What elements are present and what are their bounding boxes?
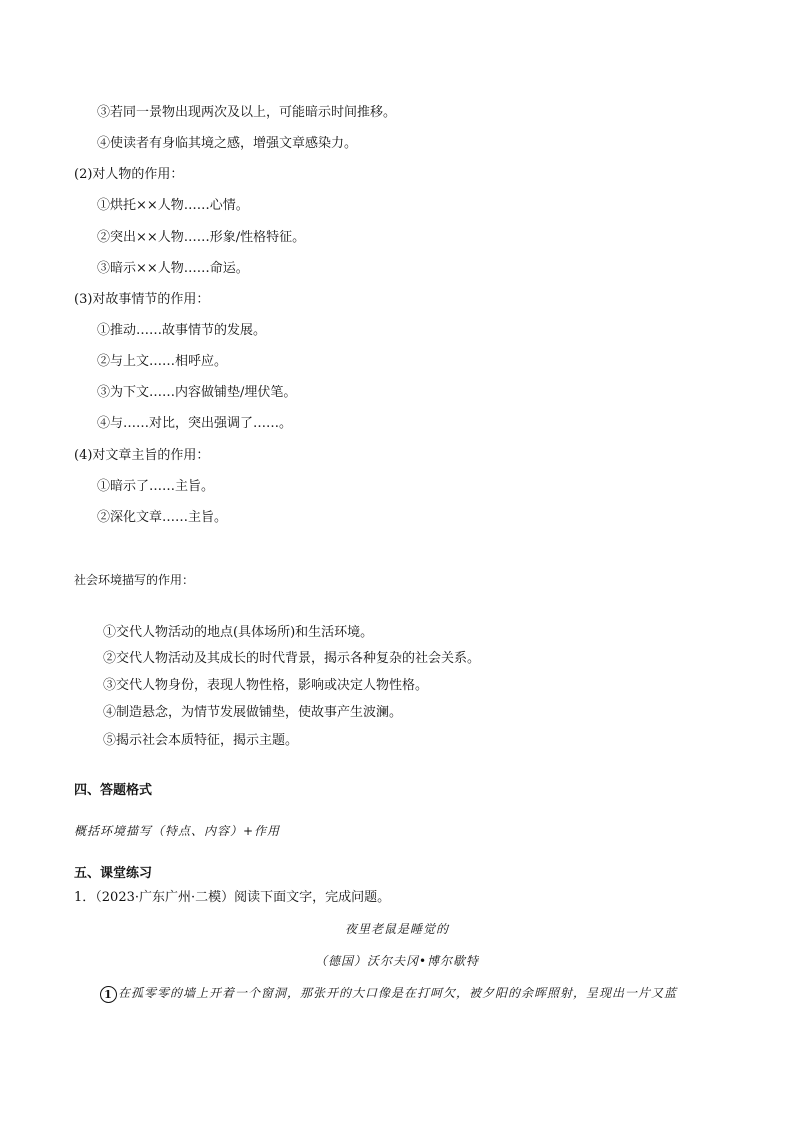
- passage-paragraph-1: [100, 985, 677, 1003]
- passage-title: 夜里老鼠是睡觉的: [344, 922, 449, 936]
- section-4-heading: 四、答题格式: [74, 783, 153, 798]
- scenery-item-3: ③若同一景物出现两次及以上，可能暗示时间推移。: [97, 105, 397, 120]
- section-5-heading: 五、课堂练习: [74, 866, 153, 881]
- social-item-2: ②交代人物活动及其成长的时代背景，揭示各种复杂的社会关系。: [103, 651, 481, 666]
- passage-author: （德国）沃尔夫冈•博尔歇特: [314, 954, 480, 968]
- characters-heading: (2)对人物的作用：: [74, 167, 184, 182]
- characters-item-3: ③暗示××人物……命运。: [97, 261, 249, 276]
- paragraph-number: 1: [100, 986, 117, 1003]
- plot-item-1: ①推动……故事情节的发展。: [97, 323, 267, 338]
- social-item-4: ④制造悬念，为情节发展做铺垫，使故事产生波澜。: [103, 705, 403, 720]
- plot-item-3: ③为下文……内容做铺垫/埋伏笔。: [97, 385, 297, 400]
- social-item-3: ③交代人物身份，表现人物性格，影响或决定人物性格。: [103, 678, 429, 693]
- plot-item-4: ④与……对比，突出强调了……。: [97, 416, 293, 431]
- characters-item-2: ②突出××人物……形象/性格特征。: [97, 230, 306, 245]
- answer-format-text: 概括环境描写（特点、内容）+作用: [74, 824, 281, 838]
- plot-heading: (3)对故事情节的作用：: [74, 292, 210, 307]
- theme-heading: (4)对文章主旨的作用：: [74, 448, 210, 463]
- theme-item-2: ②深化文章……主旨。: [97, 510, 228, 525]
- social-item-5: ⑤揭示社会本质特征，揭示主题。: [103, 733, 299, 748]
- plot-item-2: ②与上文……相呼应。: [97, 354, 228, 369]
- paragraph-text: 在孤零零的墙上开着一个窗洞，那张开的大口像是在打呵欠，被夕阳的余晖照射，呈现出一片又蓝: [118, 986, 678, 1000]
- social-heading: 社会环境描写的作用：: [74, 573, 195, 587]
- social-item-1: ①交代人物活动的地点(具体场所)和生活环境。: [103, 625, 374, 640]
- theme-item-1: ①暗示了……主旨。: [97, 479, 215, 494]
- characters-item-1: ①烘托××人物……心情。: [97, 198, 249, 213]
- scenery-item-4: ④使读者有身临其境之感，增强文章感染力。: [97, 136, 358, 151]
- question-1: 1．（2023·广东广州·二模）阅读下面文字，完成问题。: [74, 890, 391, 905]
